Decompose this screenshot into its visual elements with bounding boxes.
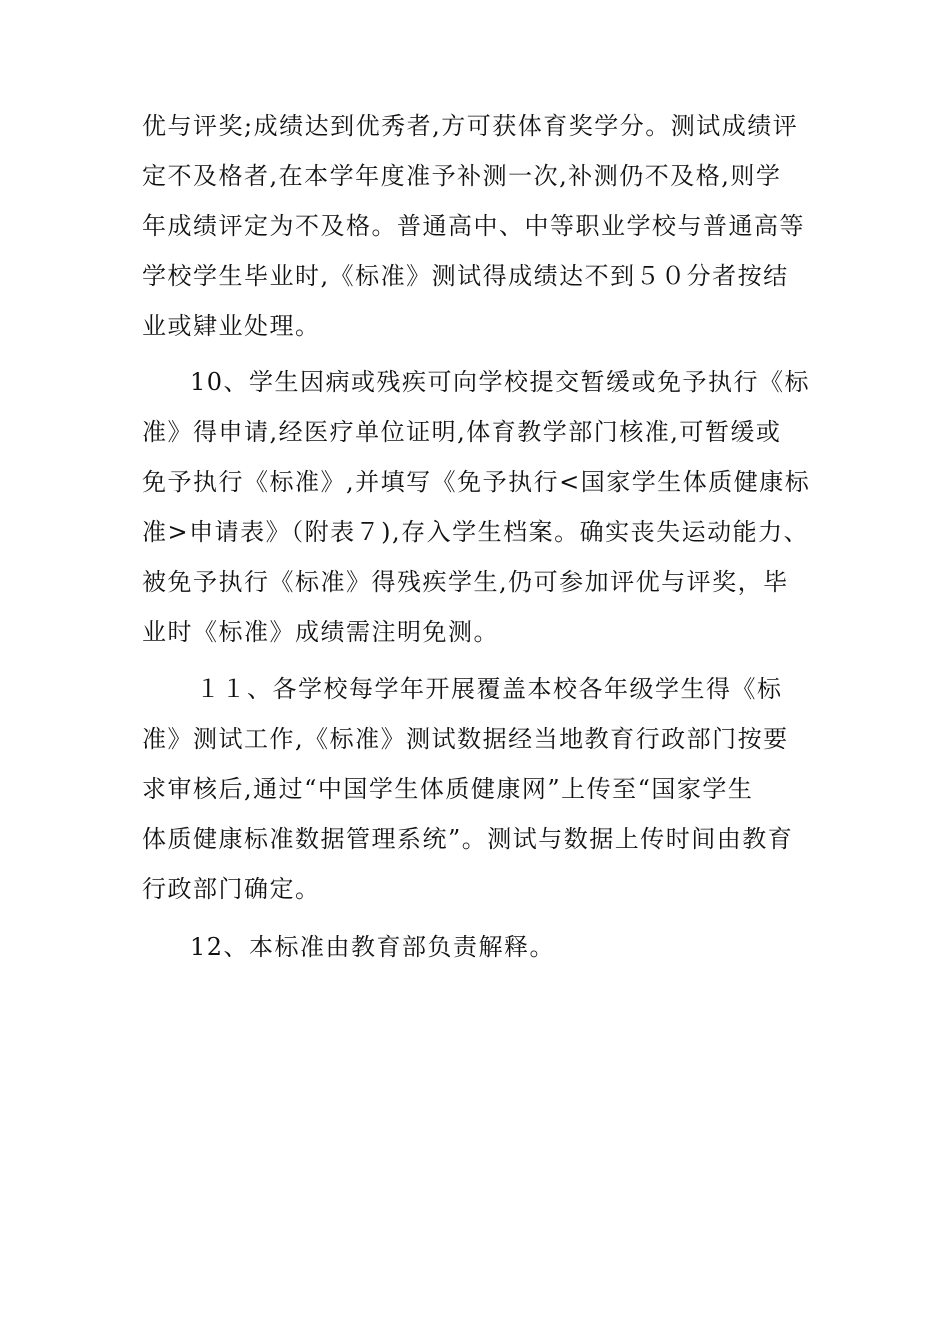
text-line: 行政部门确定。	[142, 875, 321, 903]
text-line: １１、各学校每学年开展覆盖本校各年级学生得《标	[196, 675, 783, 703]
text-line: 准》测试工作,《标准》测试数据经当地教育行政部门按要	[142, 725, 789, 753]
text-line: 学校学生毕业时,《标准》测试得成绩达不到５０分者按结	[142, 262, 789, 290]
paragraph-10	[142, 357, 822, 657]
text-line: 求审核后,通过“中国学生体质健康网”上传至“国家学生	[142, 775, 754, 803]
text-line: 优与评奖;成绩达到优秀者,方可获体育奖学分。测试成绩评	[142, 112, 799, 140]
text-line: 10、学生因病或残疾可向学校提交暂缓或免予执行《标	[190, 368, 811, 396]
text-line: 体质健康标准数据管理系统”。测试与数据上传时间由教育	[142, 825, 794, 853]
text-line: 免予执行《标准》,并填写《免予执行<国家学生体质健康标	[142, 468, 811, 496]
text-line: 12、本标准由教育部负责解释。	[190, 933, 556, 961]
text-line: 年成绩评定为不及格。普通高中、中等职业学校与普通高等	[142, 212, 805, 240]
text-line: 业时《标准》成绩需注明免测。	[142, 618, 499, 646]
paragraph-12	[142, 922, 822, 972]
text-line: 业或肄业处理。	[142, 312, 321, 340]
paragraph-11	[142, 664, 822, 914]
text-line: 定不及格者,在本学年度准予补测一次,补测仍不及格,则学	[142, 162, 782, 190]
text-line: 被免予执行《标准》得残疾学生,仍可参加评优与评奖，毕	[142, 568, 789, 596]
paragraph-continued	[142, 101, 822, 351]
text-line: 准>申请表》（附表７),存入学生档案。确实丧失运动能力、	[142, 518, 810, 546]
text-line: 准》得申请,经医疗单位证明,体育教学部门核准,可暂缓或	[142, 418, 782, 446]
